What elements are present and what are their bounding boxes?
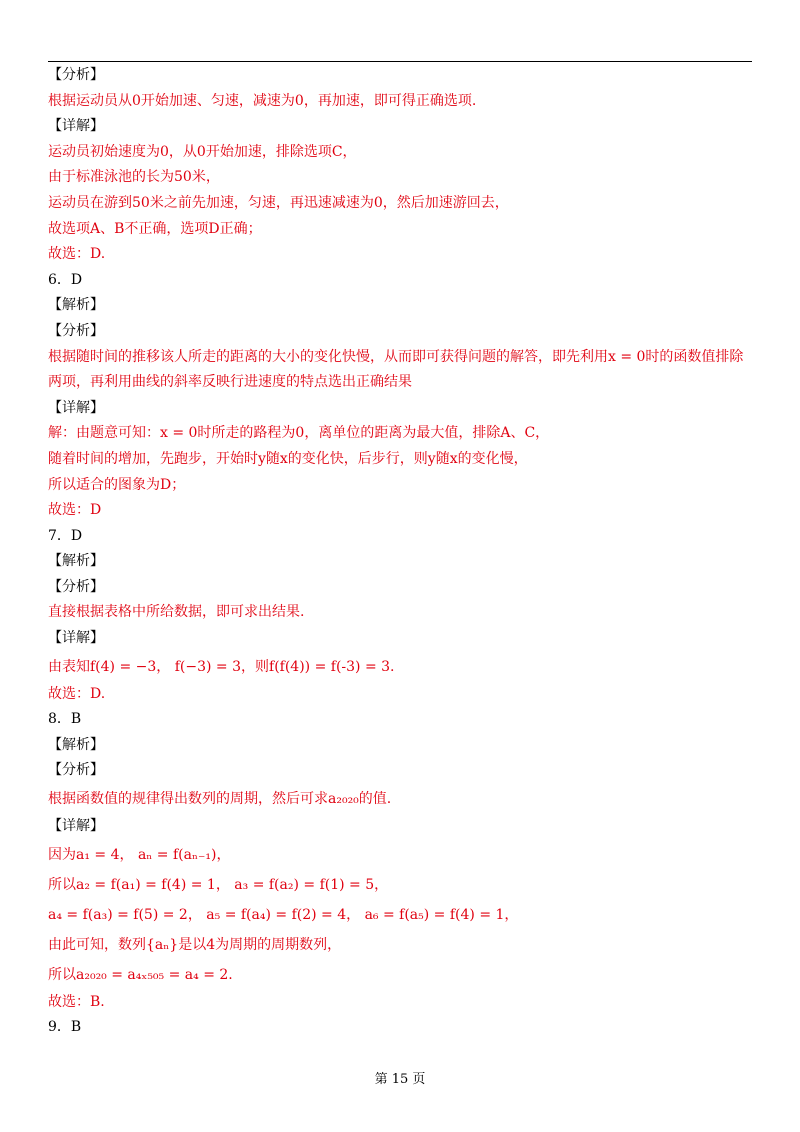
answer-text: 故选：D.	[48, 246, 106, 263]
section-heading: 【分析】	[48, 762, 104, 779]
detail-text: a₄ = f(a₃) = f(5) = 2， a₅ = f(a₄) = f(2) = 4， a₆ = f(a₅) = f(4) = 1，	[48, 906, 519, 923]
analysis-text: 两项，再利用曲线的斜率反映行进速度的特点选出正确结果	[48, 374, 412, 391]
detail-text: 所以a₂₀₂₀ = a₄ₓ₅₀₅ = a₄ = 2.	[48, 966, 233, 983]
question-number: 6．D	[48, 271, 83, 288]
question-number: 7．D	[48, 527, 83, 544]
detail-text: 随着时间的增加，先跑步，开始时y随x的变化快，后步行，则y随x的变化慢，	[48, 450, 528, 467]
section-heading: 【解析】	[48, 736, 104, 753]
analysis-text: 根据运动员从0开始加速、匀速，减速为0，再加速，即可得正确选项.	[48, 92, 477, 109]
question-number: 8．B	[48, 711, 82, 728]
section-heading: 【详解】	[48, 630, 104, 647]
section-heading: 【详解】	[48, 818, 104, 835]
answer-text: 故选：D	[48, 502, 102, 519]
detail-text: 运动员在游到50米之前先加速，匀速，再迅速减速为0，然后加速游回去，	[48, 194, 509, 211]
section-heading: 【分析】	[48, 578, 104, 595]
answer-text: 故选：B.	[48, 993, 105, 1010]
detail-text: 运动员初始速度为0，从0开始加速，排除选项C，	[48, 143, 357, 160]
section-heading: 【分析】	[48, 322, 104, 339]
page-number: 第 15 页	[374, 1072, 426, 1087]
section-heading: 【解析】	[48, 553, 104, 570]
detail-text: 由此可知，数列{aₙ}是以4为周期的周期数列，	[48, 936, 342, 953]
detail-text: 因为a₁ = 4， aₙ = f(aₙ₋₁)，	[48, 846, 231, 863]
header-rule	[48, 61, 752, 62]
detail-text: 解：由题意可知：x = 0时所走的路程为0，离单位的距离为最大值，排除A、C，	[48, 425, 550, 442]
detail-text: 故选项A、B不正确，选项D正确；	[48, 220, 262, 237]
question-number: 9．B	[48, 1019, 82, 1036]
detail-text: 所以适合的图象为D；	[48, 476, 186, 493]
section-heading: 【分析】	[48, 67, 104, 83]
section-heading: 【解析】	[48, 297, 104, 314]
detail-text: 由于标准泳池的长为50米，	[48, 169, 220, 186]
detail-text: 所以a₂ = f(a₁) = f(4) = 1， a₃ = f(a₂) = f(1) = 5，	[48, 876, 389, 893]
detail-text: 由表知f(4) = −3， f(−3) = 3，则f(f(4)) = f(-3) = 3.	[48, 658, 395, 675]
analysis-text: 根据函数值的规律得出数列的周期，然后可求a₂₀₂₀的值.	[48, 791, 392, 808]
analysis-text: 直接根据表格中所给数据，即可求出结果.	[48, 604, 305, 621]
section-heading: 【详解】	[48, 118, 104, 135]
section-heading: 【详解】	[48, 399, 104, 416]
analysis-text: 根据随时间的推移该人所走的距离的大小的变化快慢，从而即可获得问题的解答，即先利用x = 0时的函数值排除	[48, 348, 744, 365]
page-content	[48, 63, 758, 1041]
answer-text: 故选：D.	[48, 685, 106, 702]
